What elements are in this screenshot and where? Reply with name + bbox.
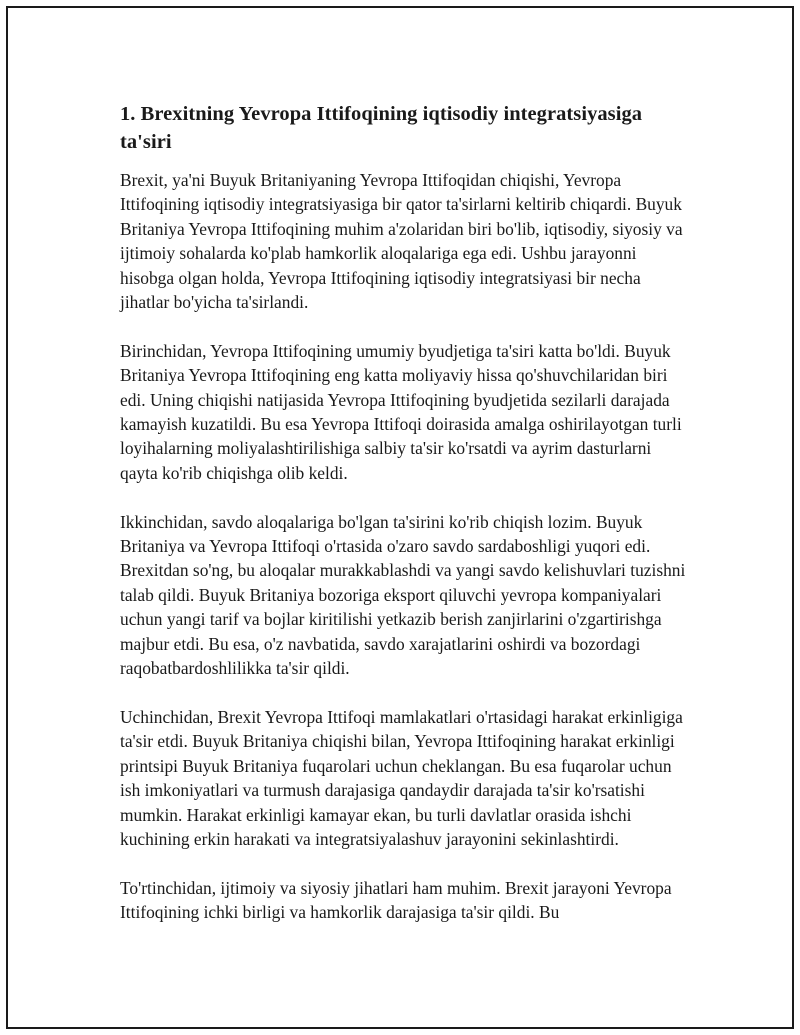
paragraph-first-point: Birinchidan, Yevropa Ittifoqining umumiy byudjetiga ta'siri katta bo'ldi. Buyuk Britaniya Yevropa Ittifoqining eng katta moliyaviy hissa qo'shuvchilaridan biri edi. Uning chiqishi natijasida Yevropa Ittifoqining byudjetida sezilarli darajada kamayish kuzatildi. Bu esa Yevropa Ittifoqi doirasida amalga oshirilayotgan turli loyihalarning moliyalashtirilishiga salbiy ta'sir ko'rsatdi va ayrim dasturlarni qayta ko'rib chiqishga olib keldi.	[120, 340, 682, 483]
paragraph-fourth-point: To'rtinchidan, ijtimoiy va siyosiy jihatlari ham muhim. Brexit jarayoni Yevropa Ittifoqining ichki birligi va hamkorlik darajasiga ta'sir qildi. Bu	[120, 877, 672, 923]
paragraph-intro: Brexit, ya'ni Buyuk Britaniyaning Yevropa Ittifoqidan chiqishi, Yevropa Ittifoqining iqtisodiy integratsiyasiga bir qator ta'sirlarni keltirib chiqardi. Buyuk Britaniya Yevropa Ittifoqining muhim a'zolaridan biri bo'lib, iqtisodiy, siyosiy va ijtimoiy sohalarda ko'plab hamkorlik aloqalariga ega edi. Ushbu jarayonni hisobga olgan holda, Yevropa Ittifoqining iqtisodiy integratsiyasi bir necha jihatlar bo'yicha ta'sirlandi.	[120, 170, 683, 313]
page-frame	[6, 6, 794, 1029]
section-heading: 1. Brexitning Yevropa Ittifoqining iqtisodiy integratsiyasiga ta'siri	[120, 103, 643, 153]
document-body	[120, 100, 692, 949]
paragraph-second-point: Ikkinchidan, savdo aloqalariga bo'lgan ta'sirini ko'rib chiqish lozim. Buyuk Britaniya va Yevropa Ittifoqi o'rtasida o'zaro savdo sardaboshligi yuqori edi. Brexitdan so'ng, bu aloqalar murakkablashdi va yangi savdo kelishuvlari tuzishni talab qildi. Buyuk Britaniya bozoriga eksport qiluvchi yevropa kompaniyalari uchun yangi tarif va bojlar kiritilishi yetkazib berish zanjirlarini o'zgartirishga majbur etdi. Bu esa, o'z navbatida, savdo xarajatlarini oshirdi va bozordagi raqobatbardoshlilikka ta'sir qildi.	[120, 511, 686, 679]
paragraph-third-point: Uchinchidan, Brexit Yevropa Ittifoqi mamlakatlari o'rtasidagi harakat erkinligiga ta'sir etdi. Buyuk Britaniya chiqishi bilan, Yevropa Ittifoqining harakat erkinligi printsipi Buyuk Britaniya fuqarolari uchun cheklangan. Bu esa fuqarolar uchun ish imkoniyatlari va turmush darajasiga qandaydir darajada ta'sir ko'rsatishi mumkin. Harakat erkinligi kamayar ekan, bu turli davlatlar orasida ishchi kuchining erkin harakati va integratsiyalashuv jarayonini sekinlashtirdi.	[120, 706, 683, 849]
